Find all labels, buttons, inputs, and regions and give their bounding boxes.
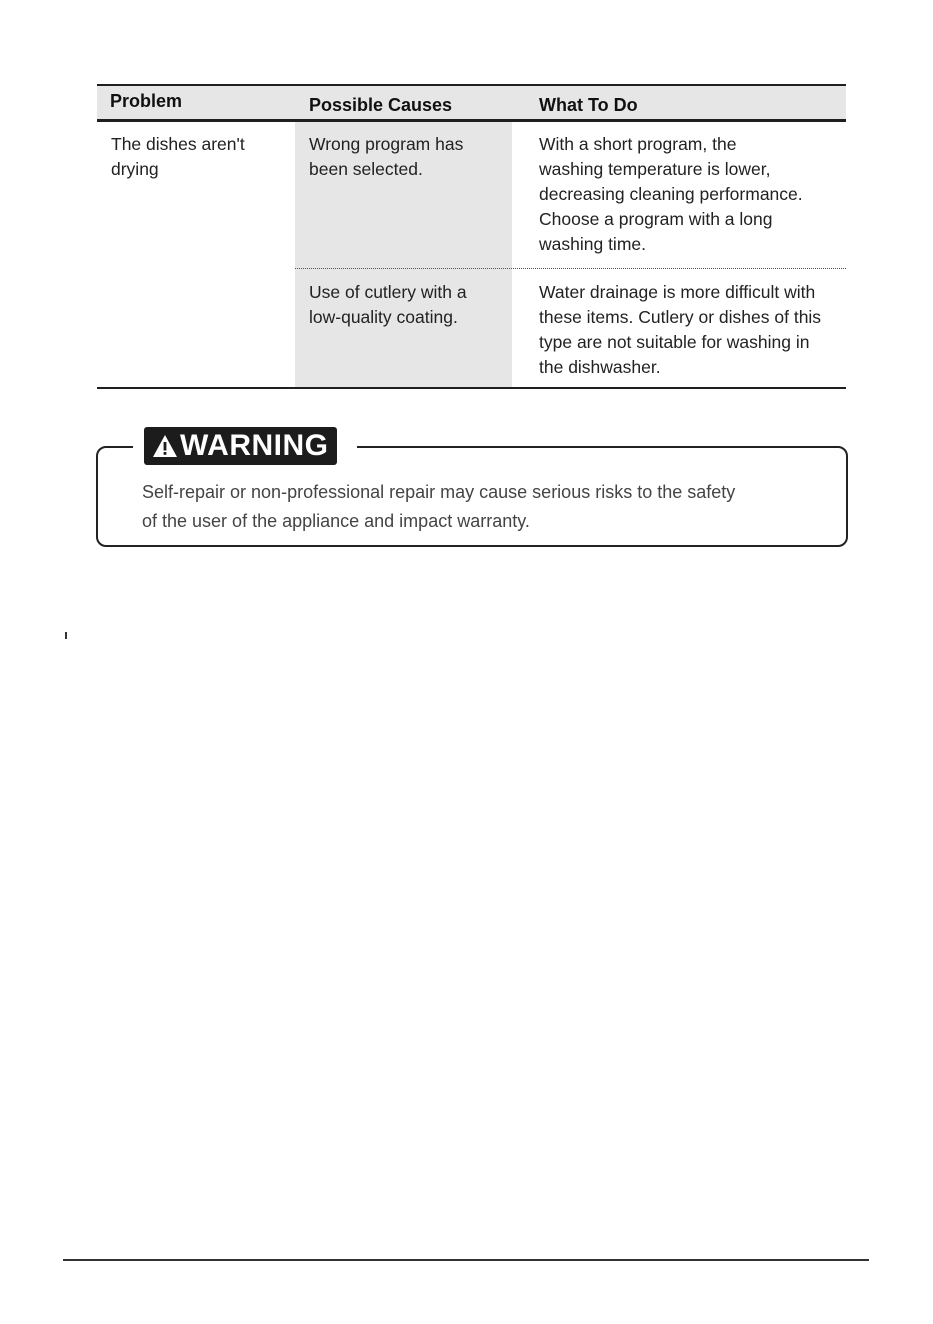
cause-cell-2: Use of cutlery with a low-quality coating. bbox=[309, 282, 467, 327]
header-what-to-do: What To Do bbox=[539, 95, 638, 115]
warning-label bbox=[144, 427, 337, 465]
remedy-cell-2: Water drainage is more difficult with these items. Cutlery or dishes of this type are not suitable for washing in the dishwasher. bbox=[539, 282, 822, 377]
header-problem: Problem bbox=[110, 91, 183, 111]
header-possible-causes: Possible Causes bbox=[309, 95, 453, 115]
cause-cell-1: Wrong program has been selected. bbox=[309, 134, 464, 179]
table-body bbox=[97, 122, 846, 389]
warning-message: Self-repair or non-professional repair may cause serious risks to the safety of the user of the appliance and impact warranty. bbox=[142, 482, 736, 531]
row-divider bbox=[295, 268, 846, 269]
warning-box bbox=[96, 429, 848, 547]
problem-cell: The dishes aren't drying bbox=[111, 134, 245, 179]
table-header bbox=[97, 84, 846, 122]
remedy-cell-1: With a short program, the washing temperature is lower, decreasing cleaning performance. Choose a program with a long washing time. bbox=[539, 134, 803, 254]
stray-mark bbox=[65, 632, 67, 639]
troubleshooting-table bbox=[97, 84, 846, 389]
warning-title: WARNING bbox=[180, 429, 329, 462]
warning-triangle-icon bbox=[152, 434, 178, 458]
footer-rule bbox=[63, 1259, 869, 1261]
